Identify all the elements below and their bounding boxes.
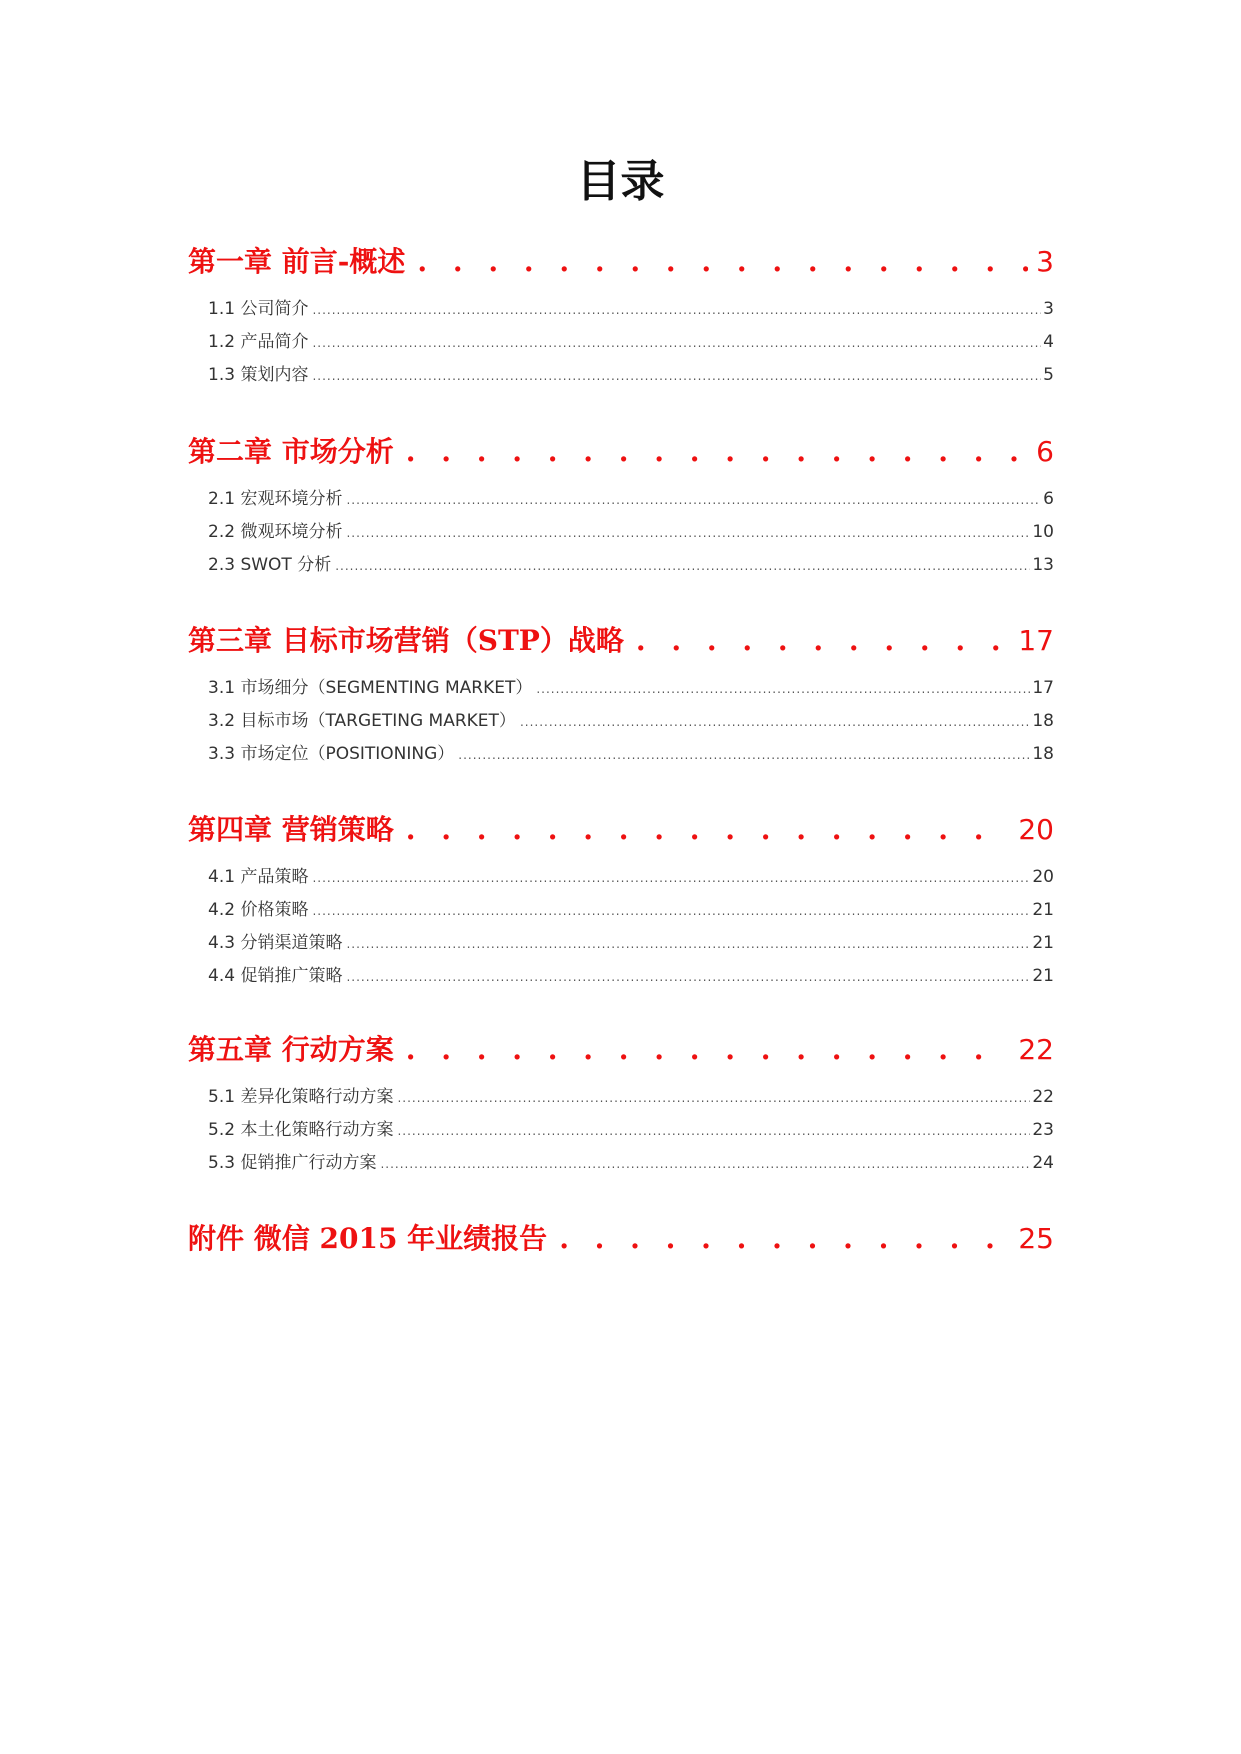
section-label: 4.4 促销推广策略 bbox=[208, 966, 343, 986]
section-page-number: 21 bbox=[1032, 966, 1054, 986]
section-label: 1.2 产品简介 bbox=[208, 332, 309, 352]
dot-leader bbox=[312, 336, 1041, 350]
dot-leader bbox=[636, 624, 1010, 657]
chapter-label: 第一章 前言-概述 bbox=[188, 245, 406, 278]
toc-section[interactable] bbox=[188, 1082, 1054, 1115]
chapter-block bbox=[188, 430, 1054, 619]
section-page-number: 24 bbox=[1032, 1153, 1054, 1173]
chapter-label: 第二章 市场分析 bbox=[188, 435, 394, 468]
chapter-label: 第四章 营销策略 bbox=[188, 813, 394, 846]
toc-section[interactable] bbox=[188, 327, 1054, 360]
toc-chapter-5[interactable] bbox=[188, 1028, 1054, 1072]
toc-section[interactable] bbox=[188, 294, 1054, 327]
dot-leader bbox=[406, 813, 1011, 846]
section-list bbox=[188, 1082, 1054, 1181]
section-page-number: 13 bbox=[1032, 555, 1054, 575]
chapter-label: 第五章 行动方案 bbox=[188, 1033, 394, 1066]
page-title: 目录 bbox=[576, 156, 665, 207]
toc-chapter-4[interactable] bbox=[188, 808, 1054, 852]
toc-section[interactable] bbox=[188, 550, 1054, 583]
section-label: 2.3 SWOT 分析 bbox=[208, 555, 332, 575]
chapter-block bbox=[188, 619, 1054, 808]
section-page-number: 17 bbox=[1032, 678, 1054, 698]
chapter-page-number: 6 bbox=[1036, 435, 1054, 468]
section-page-number: 22 bbox=[1032, 1087, 1054, 1107]
section-label: 3.3 市场定位（POSITIONING） bbox=[208, 744, 455, 764]
chapter-page-number: 17 bbox=[1018, 624, 1054, 657]
toc-section[interactable] bbox=[188, 739, 1054, 772]
section-page-number: 5 bbox=[1043, 365, 1054, 385]
toc-appendix[interactable] bbox=[188, 1217, 1054, 1261]
chapter-block bbox=[188, 1028, 1054, 1217]
chapter-block bbox=[188, 240, 1054, 430]
dot-leader bbox=[397, 1091, 1030, 1105]
section-label: 4.3 分销渠道策略 bbox=[208, 933, 343, 953]
chapter-page-number: 25 bbox=[1018, 1222, 1054, 1255]
section-label: 5.3 促销推广行动方案 bbox=[208, 1153, 377, 1173]
chapter-label: 第三章 目标市场营销（STP）战略 bbox=[188, 624, 624, 657]
dot-leader bbox=[380, 1157, 1030, 1171]
dot-leader bbox=[312, 369, 1041, 383]
toc-section[interactable] bbox=[188, 895, 1054, 928]
dot-leader bbox=[536, 682, 1030, 696]
dot-leader bbox=[346, 970, 1030, 984]
section-label: 4.1 产品策略 bbox=[208, 867, 309, 887]
dot-leader bbox=[406, 435, 1028, 468]
dot-leader bbox=[335, 559, 1030, 573]
section-label: 5.2 本土化策略行动方案 bbox=[208, 1120, 394, 1140]
dot-leader bbox=[346, 526, 1030, 540]
dot-leader bbox=[406, 1033, 1011, 1066]
chapter-page-number: 22 bbox=[1018, 1033, 1054, 1066]
section-label: 5.1 差异化策略行动方案 bbox=[208, 1087, 394, 1107]
chapter-label: 附件 微信 2015 年业绩报告 bbox=[188, 1222, 548, 1255]
section-page-number: 21 bbox=[1032, 900, 1054, 920]
toc-section[interactable] bbox=[188, 673, 1054, 706]
dot-leader bbox=[458, 748, 1030, 762]
chapter-page-number: 20 bbox=[1018, 813, 1054, 846]
chapter-page-number: 3 bbox=[1036, 245, 1054, 278]
dot-leader bbox=[312, 904, 1030, 918]
section-page-number: 3 bbox=[1043, 299, 1054, 319]
toc-chapter-3[interactable] bbox=[188, 619, 1054, 663]
section-label: 3.2 目标市场（TARGETING MARKET） bbox=[208, 711, 516, 731]
toc-section[interactable] bbox=[188, 1148, 1054, 1181]
toc-section[interactable] bbox=[188, 706, 1054, 739]
section-list bbox=[188, 294, 1054, 393]
toc-section[interactable] bbox=[188, 928, 1054, 961]
dot-leader bbox=[559, 1222, 1010, 1255]
section-page-number: 20 bbox=[1032, 867, 1054, 887]
section-label: 2.2 微观环境分析 bbox=[208, 522, 343, 542]
dot-leader bbox=[417, 245, 1028, 278]
section-list bbox=[188, 862, 1054, 994]
dot-leader bbox=[312, 303, 1041, 317]
dot-leader bbox=[346, 937, 1030, 951]
toc-chapter-2[interactable] bbox=[188, 430, 1054, 474]
section-page-number: 6 bbox=[1043, 489, 1054, 509]
toc-chapter-1[interactable] bbox=[188, 240, 1054, 284]
section-page-number: 18 bbox=[1032, 744, 1054, 764]
dot-leader bbox=[520, 715, 1030, 729]
dot-leader bbox=[397, 1124, 1030, 1138]
section-page-number: 18 bbox=[1032, 711, 1054, 731]
section-label: 1.1 公司简介 bbox=[208, 299, 309, 319]
section-label: 3.1 市场细分（SEGMENTING MARKET） bbox=[208, 678, 533, 698]
section-label: 1.3 策划内容 bbox=[208, 365, 309, 385]
section-list bbox=[188, 484, 1054, 583]
section-page-number: 21 bbox=[1032, 933, 1054, 953]
section-list bbox=[188, 673, 1054, 772]
toc-section[interactable] bbox=[188, 862, 1054, 895]
chapter-block bbox=[188, 1217, 1054, 1261]
toc-section[interactable] bbox=[188, 484, 1054, 517]
toc-section[interactable] bbox=[188, 360, 1054, 393]
section-page-number: 23 bbox=[1032, 1120, 1054, 1140]
toc-section[interactable] bbox=[188, 517, 1054, 550]
table-of-contents bbox=[188, 240, 1054, 1261]
dot-leader bbox=[346, 493, 1041, 507]
section-label: 4.2 价格策略 bbox=[208, 900, 309, 920]
toc-section[interactable] bbox=[188, 1115, 1054, 1148]
dot-leader bbox=[312, 871, 1030, 885]
section-page-number: 10 bbox=[1032, 522, 1054, 542]
toc-section[interactable] bbox=[188, 961, 1054, 994]
section-page-number: 4 bbox=[1043, 332, 1054, 352]
chapter-block bbox=[188, 808, 1054, 1028]
section-label: 2.1 宏观环境分析 bbox=[208, 489, 343, 509]
